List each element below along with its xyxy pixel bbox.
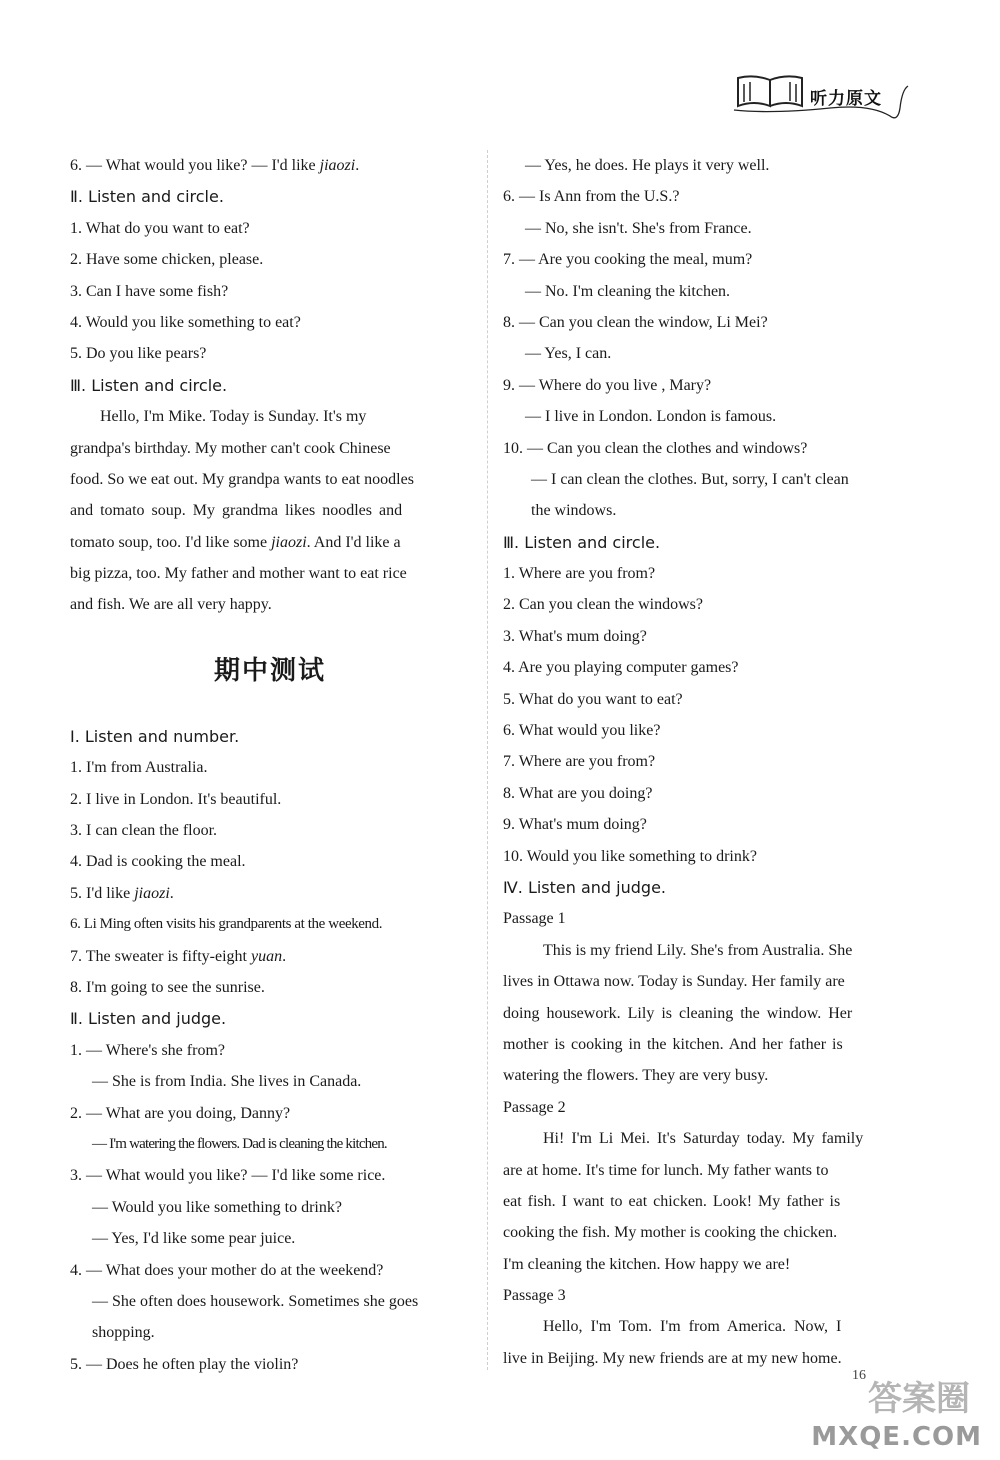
list-item: 9. What's mum doing? [503, 816, 647, 834]
left-column [70, 150, 470, 1380]
list-item: 5. Do you like pears? [70, 345, 207, 363]
section-heading: Ⅳ. Listen and judge. [503, 877, 666, 897]
section-heading: Ⅲ. Listen and circle. [503, 532, 661, 552]
list-item: 3. What's mum doing? [503, 627, 647, 645]
list-item: 3. I can clean the floor. [70, 822, 218, 840]
section-heading: Ⅲ. Listen and circle. [70, 375, 228, 395]
list-item: 7. Where are you from? [503, 753, 656, 771]
dialogue-line: 9. — Where do you live , Mary? [503, 376, 712, 394]
dialogue-line: — I can clean the clothes. But, sorry, I can't clean [531, 470, 849, 488]
right-column [503, 150, 903, 1374]
dialogue-line: 6. — Is Ann from the U.S.? [503, 188, 680, 206]
dialogue-line: 1. — Where's she from? [70, 1041, 225, 1059]
passage: Hello, I'm Mike. Today is Sunday. It's my grandpa's birthday. My mother can't cook Chinese food. So we eat out. My grandpa wants to eat noodles and tomato soup. My grandma likes noodles and tomato soup, too. I'd like some jiaozi. And I'd like a big pizza, too. My father and mother want to eat rice and fish. We are all very happy. [70, 408, 414, 614]
list-item: 2. Have some chicken, please. [70, 251, 264, 269]
list-item: 4. Would you like something to eat? [70, 313, 301, 331]
dialogue-line: 5. — Does he often play the violin? [70, 1355, 299, 1373]
dialogue-line: — Yes, I can. [525, 345, 612, 363]
list-item: 8. What are you doing? [503, 784, 653, 802]
list-item: 2. Can you clean the windows? [503, 596, 703, 614]
dialogue-line: — Yes, he does. He plays it very well. [525, 157, 770, 174]
list-item: 7. The sweater is fifty-eight yuan. [70, 947, 287, 965]
watermark-logo: 答案圈 [868, 1379, 970, 1419]
list-item: 6. Li Ming often visits his grandparents at the weekend. [70, 916, 383, 933]
dialogue-line: shopping. [92, 1324, 155, 1342]
list-item: 1. What do you want to eat? [70, 219, 250, 237]
dialogue-line: — She is from India. She lives in Canada. [92, 1073, 362, 1091]
dialogue-line: — Yes, I'd like some pear juice. [92, 1230, 296, 1248]
list-item: 2. I live in London. It's beautiful. [70, 790, 282, 808]
passage: This is my friend Lily. She's from Australia. She lives in Ottawa now. Today is Sunday. Her family are doing housework. Lily is cleaning the window. Her mother is cooking in the kitchen. And her father is watering the flowers. They are very busy. [503, 941, 853, 1085]
dialogue-line: 8. — Can you clean the window, Li Mei? [503, 313, 768, 331]
header-title: 听力原文 [810, 89, 882, 109]
list-item: 1. Where are you from? [503, 565, 656, 583]
list-item: 5. I'd like jiaozi. [70, 884, 174, 902]
list-item: 6. — What would you like? — I'd like jiaozi. [70, 157, 360, 174]
dialogue-line: — Would you like something to drink? [92, 1198, 342, 1216]
list-item: 5. What do you want to eat? [503, 690, 683, 708]
dialogue-line: 4. — What does your mother do at the weekend? [70, 1261, 384, 1279]
list-item: 8. I'm going to see the sunrise. [70, 978, 265, 996]
passage: Hi! I'm Li Mei. It's Saturday today. My family are at home. It's time for lunch. My father wants to eat fish. I want to eat chicken. Look! My father is cooking the fish. My mother is cooking the chicken. I'm cleaning the kitchen. How happy we are! [503, 1130, 864, 1273]
dialogue-line: — No, she isn't. She's from France. [525, 219, 752, 237]
passage: Hello, I'm Tom. I'm from America. Now, I live in Beijing. My new friends are at my new home. [503, 1318, 842, 1367]
page-header [730, 70, 930, 130]
passage-label: Passage 2 [503, 1098, 566, 1116]
watermark-url: MXQE.COM [811, 1422, 982, 1452]
dialogue-line: 2. — What are you doing, Danny? [70, 1104, 291, 1122]
section-heading: Ⅰ. Listen and number. [70, 726, 240, 746]
list-item: 6. What would you like? [503, 722, 661, 740]
dialogue-line: 7. — Are you cooking the meal, mum? [503, 251, 753, 269]
passage-label: Passage 1 [503, 910, 566, 928]
dialogue-line: 3. — What would you like? — I'd like some rice. [70, 1167, 386, 1185]
dialogue-line: — I live in London. London is famous. [525, 408, 777, 426]
passage-label: Passage 3 [503, 1287, 566, 1305]
list-item: 4. Are you playing computer games? [503, 659, 739, 677]
section-heading: Ⅱ. Listen and circle. [70, 187, 224, 207]
list-item: 4. Dad is cooking the meal. [70, 853, 246, 871]
column-divider [487, 150, 488, 1370]
list-item: 3. Can I have some fish? [70, 282, 229, 300]
section-heading: Ⅱ. Listen and judge. [70, 1009, 227, 1029]
dialogue-line: — No. I'm cleaning the kitchen. [525, 282, 731, 300]
section-title: 期中测试 [213, 655, 326, 686]
page-number: 16 [852, 1368, 866, 1383]
dialogue-line: — I'm watering the flowers. Dad is cleaning the kitchen. [92, 1135, 387, 1152]
dialogue-line: — She often does housework. Sometimes she goes [92, 1292, 419, 1310]
dialogue-line: the windows. [531, 502, 617, 520]
list-item: 10. Would you like something to drink? [503, 847, 757, 865]
list-item: 1. I'm from Australia. [70, 759, 208, 777]
dialogue-line: 10. — Can you clean the clothes and windows? [503, 439, 808, 457]
